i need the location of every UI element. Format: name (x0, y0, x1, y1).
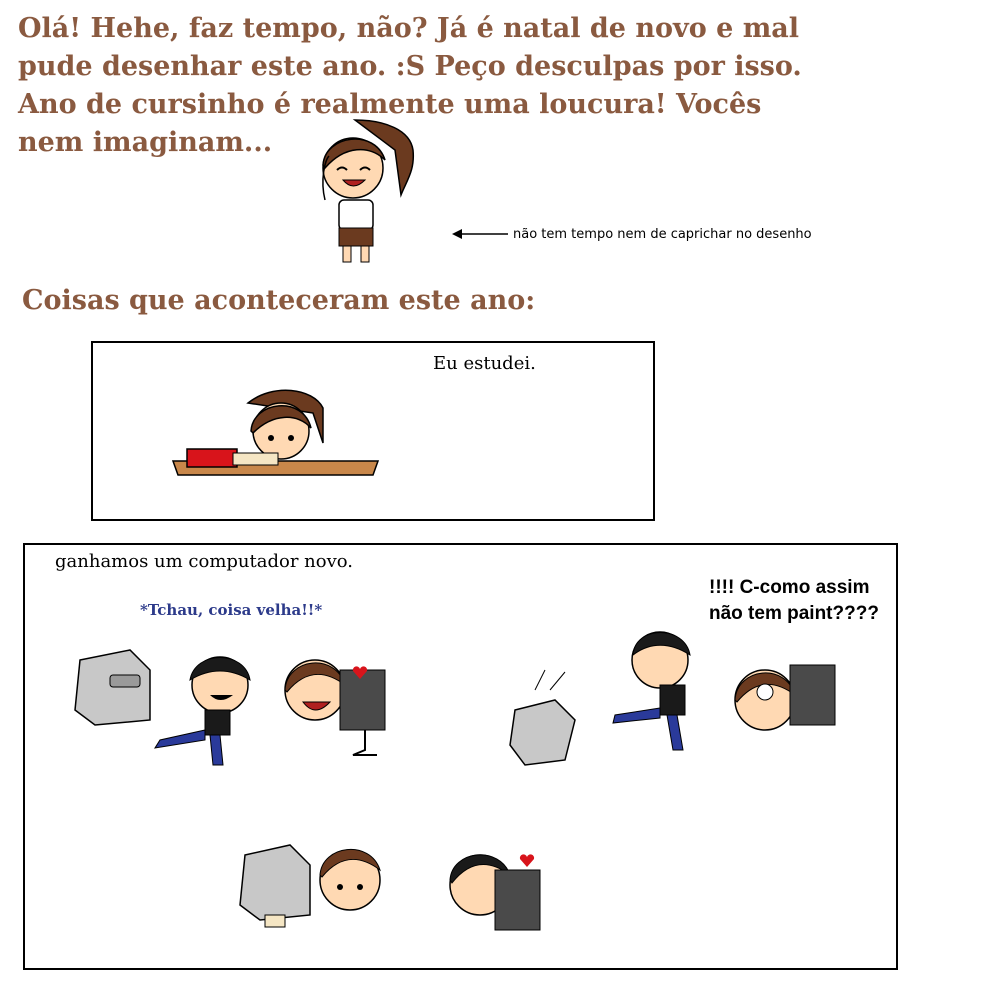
scene-bottom (240, 815, 570, 945)
left-arrow-icon (452, 228, 508, 240)
panel2-caption: ganhamos um computador novo. (55, 551, 354, 572)
section-heading: Coisas que aconteceram este ano: (22, 285, 536, 316)
comic-panel-studying (91, 341, 655, 521)
old-crt-monitor-icon (75, 650, 150, 725)
note-text: não tem tempo nem de caprichar no desenho (513, 227, 812, 242)
intro-text: Olá! Hehe, faz tempo, não? Já é natal de novo e mal pude desenhar este ano. :S Peço desculpas por isso. Ano de cursinho é realmente uma loucura! Vocês nem imaginam... (18, 13, 802, 158)
scene-kicking-old-monitor (75, 640, 395, 770)
studying-illustration (173, 383, 383, 493)
heart-icon (353, 667, 367, 679)
comic-panel-new-computer (23, 543, 898, 970)
speech-paint-line2: não tem paint???? (709, 603, 879, 624)
scene-no-paint (465, 620, 845, 780)
speech-paint-line1: !!!! C-como assim (709, 577, 870, 598)
panel1-caption: Eu estudei. (433, 353, 536, 374)
heart-icon (520, 855, 534, 867)
speech-bubble-tchau: *Tchau, coisa velha!!* (140, 601, 323, 619)
intro-character-illustration (315, 120, 425, 265)
